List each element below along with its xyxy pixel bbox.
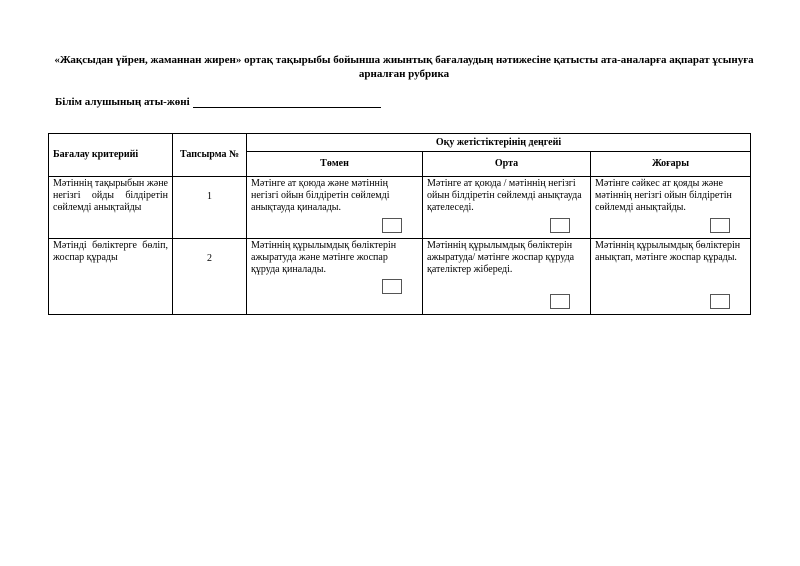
descriptor-high-cell: [591, 177, 751, 239]
checkbox-mid[interactable]: [550, 218, 570, 233]
descriptor-low-text: Мәтіннің құрылымдық бөліктерін ажыратуда және мәтінге жоспар құруда қиналады.: [251, 240, 397, 275]
descriptor-low-cell: [247, 239, 423, 315]
header-level: Оқу жетістіктерінің деңгейі: [247, 134, 751, 152]
rubric-table: [48, 133, 751, 315]
document-title: «Жақсыдан үйрен, жаманнан жирен» ортақ тақырыбы бойынша жиынтық бағалаудың нәтижесіне қатысты ата-аналарға ақпарат ұсынуға арналған рубрика: [54, 54, 754, 80]
student-name-row: [55, 96, 381, 108]
table-row: [49, 177, 751, 239]
criterion-cell: Мәтіннің тақырыбын және негізгі ойды білдіретін сөйлемді анықтайды: [49, 177, 173, 239]
checkbox-mid[interactable]: [550, 294, 570, 309]
descriptor-mid-text: Мәтінге ат қоюда / мәтіннің негізгі ойын білдіретін сөйлемді анықтауда қателеседі.: [427, 178, 582, 213]
checkbox-high[interactable]: [710, 218, 730, 233]
descriptor-high-text: Мәтіннің құрылымдық бөліктерін анықтап, мәтінге жоспар құрады.: [595, 240, 741, 263]
header-level-high: Жоғары: [591, 152, 751, 177]
student-name-blank[interactable]: [193, 96, 381, 108]
criterion-cell: Мәтінді бөліктерге бөліп, жоспар құрады: [49, 239, 173, 315]
checkbox-low[interactable]: [382, 279, 402, 294]
checkbox-high[interactable]: [710, 294, 730, 309]
descriptor-mid-text: Мәтіннің құрылымдық бөліктерін ажыратуда/ мәтінге жоспар құруда қателіктер жібереді.: [427, 240, 575, 275]
header-level-low: Төмен: [247, 152, 423, 177]
descriptor-low-text: Мәтінге ат қоюда және мәтіннің негізгі ойын білдіретін сөйлемді анықтауда қиналады.: [251, 178, 390, 213]
header-task: Тапсырма №: [173, 134, 247, 177]
checkbox-low[interactable]: [382, 218, 402, 233]
task-number-cell: 1: [173, 177, 247, 239]
table-row: [49, 239, 751, 315]
descriptor-high-text: Мәтінге сәйкес ат қояды және мәтіннің негізгі ойын білдіретін сөйлемді анықтайды.: [595, 178, 732, 213]
header-row-1: [49, 134, 751, 152]
student-name-label: Білім алушының аты-жөні: [55, 96, 190, 108]
descriptor-high-cell: [591, 239, 751, 315]
descriptor-mid-cell: [423, 239, 591, 315]
header-level-mid: Орта: [423, 152, 591, 177]
descriptor-mid-cell: [423, 177, 591, 239]
task-number-cell: 2: [173, 239, 247, 315]
descriptor-low-cell: [247, 177, 423, 239]
header-criteria: Бағалау критерийі: [49, 134, 173, 177]
